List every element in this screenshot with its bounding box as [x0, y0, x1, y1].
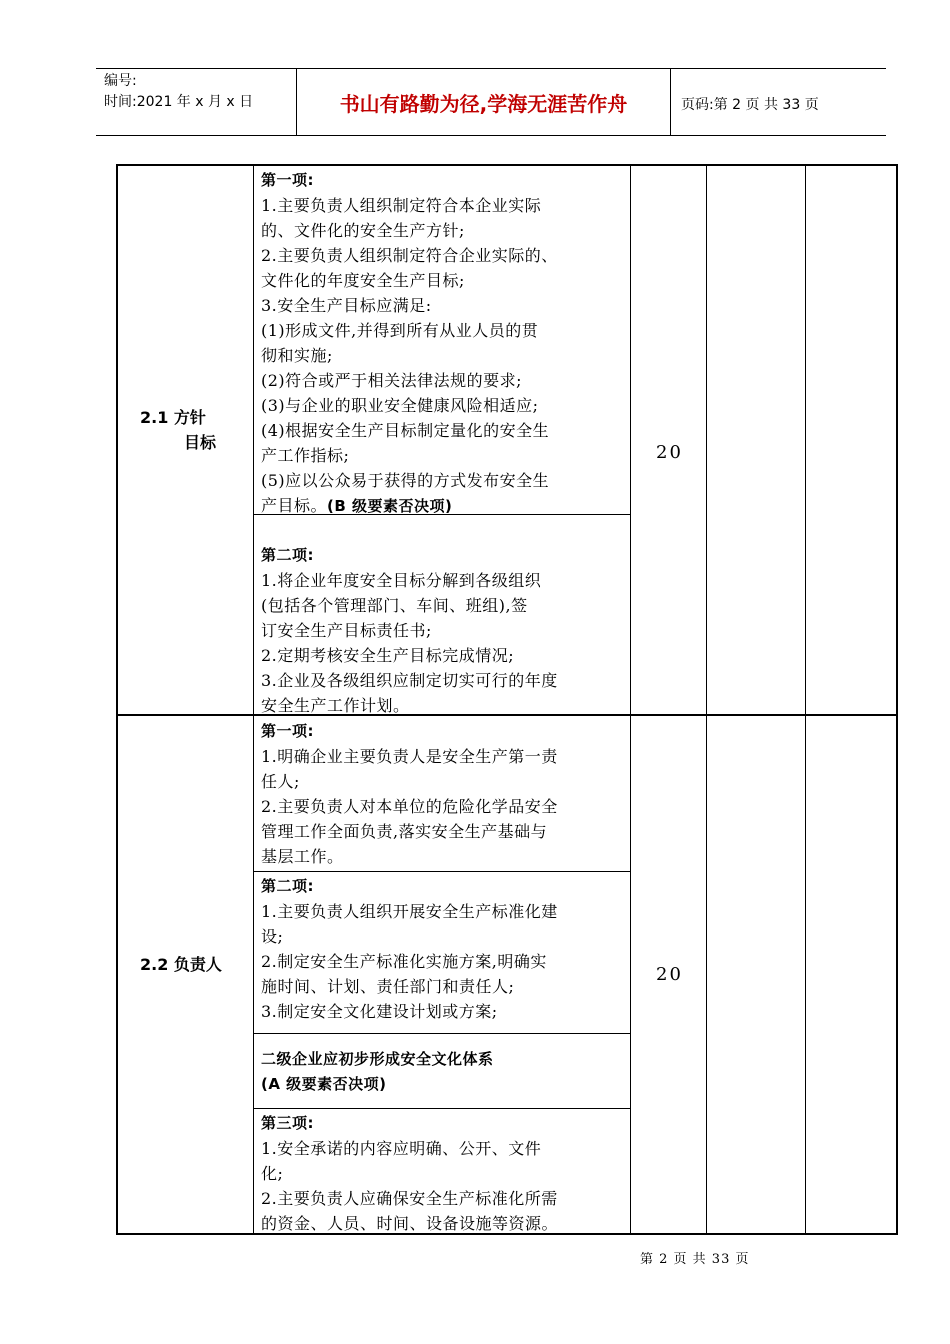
requirement-line: (2)符合或严于相关法律法规的要求;: [261, 371, 523, 390]
requirement-line: 3.安全生产目标应满足:: [261, 296, 432, 315]
requirement-block: [261, 543, 627, 718]
requirement-line: 文件化的年度安全生产目标;: [261, 271, 465, 290]
requirement-line: 1.明确企业主要负责人是安全生产第一责: [261, 747, 558, 766]
requirement-line: 1.安全承诺的内容应明确、公开、文件: [261, 1139, 542, 1158]
requirement-block: [261, 874, 627, 1024]
column-divider: [630, 164, 631, 1235]
header-page-number: 页码:第 2 页 共 33 页: [681, 97, 819, 113]
requirement-block: [261, 719, 627, 869]
requirement-line: 1.主要负责人组织开展安全生产标准化建: [261, 902, 558, 921]
section-title-line: 目标: [184, 433, 217, 452]
culture-requirement: 二级企业应初步形成安全文化体系: [261, 1050, 494, 1068]
veto-note: (B 级要素否决项): [327, 497, 453, 515]
header-meta: [104, 71, 253, 113]
requirement-line: 彻和实施;: [261, 346, 333, 365]
requirement-line: 1.主要负责人组织制定符合本企业实际: [261, 196, 542, 215]
requirement-line: 1.将企业年度安全目标分解到各级组织: [261, 571, 542, 590]
section-title: 2.2 负责人: [140, 955, 222, 974]
score-value: 20: [656, 964, 683, 985]
header-bottom-rule: [96, 135, 886, 136]
document-number-label: 编号:: [104, 73, 137, 89]
requirement-line: 任人;: [261, 772, 300, 791]
requirement-block: [261, 1111, 627, 1236]
requirement-line: 管理工作全面负责,落实安全生产基础与: [261, 822, 548, 841]
requirement-line: 3.企业及各级组织应制定切实可行的年度: [261, 671, 558, 690]
cell-divider: [253, 1108, 630, 1109]
header-top-rule: [96, 68, 886, 69]
page-footer: 第 2 页 共 33 页: [640, 1252, 750, 1267]
item-title: 第一项:: [261, 722, 314, 740]
header-motto: 书山有路勤为径,学海无涯苦作舟: [339, 92, 628, 116]
requirement-line: 基层工作。: [261, 847, 344, 866]
table-border: [116, 164, 118, 1235]
requirement-line: 设;: [261, 927, 284, 946]
column-divider: [253, 164, 254, 1235]
table-border: [896, 164, 898, 1235]
requirement-block: [261, 168, 627, 519]
requirement-line: 2.定期考核安全生产目标完成情况;: [261, 646, 515, 665]
header-divider: [670, 68, 671, 135]
requirement-line: [261, 493, 627, 519]
requirement-line: 施时间、计划、责任部门和责任人;: [261, 977, 515, 996]
requirement-line: 3.制定安全文化建设计划或方案;: [261, 1002, 498, 1021]
item-title: 第三项:: [261, 1114, 314, 1132]
requirement-block: [261, 1047, 627, 1097]
column-divider: [706, 164, 707, 1235]
requirement-line: (3)与企业的职业安全健康风险相适应;: [261, 396, 539, 415]
section-title-line: 2.1 方针: [140, 408, 206, 427]
requirement-text: 产目标。: [261, 496, 328, 515]
item-title: 第二项:: [261, 877, 314, 895]
requirement-line: (包括各个管理部门、车间、班组),签: [261, 596, 528, 615]
requirement-line: (1)形成文件,并得到所有从业人员的贯: [261, 321, 539, 340]
section-title: [140, 405, 216, 455]
document-time-label: 时间:2021 年 x 月 x 日: [104, 94, 254, 110]
requirement-line: 的资金、人员、时间、设备设施等资源。: [261, 1214, 559, 1233]
veto-note: (A 级要素否决项): [261, 1075, 387, 1093]
requirement-line: 2.制定安全生产标准化实施方案,明确实: [261, 952, 547, 971]
item-title: 第一项:: [261, 171, 314, 189]
requirement-line: (4)根据安全生产目标制定量化的安全生: [261, 421, 550, 440]
requirement-line: (5)应以公众易于获得的方式发布安全生: [261, 471, 550, 490]
requirement-line: 2.主要负责人应确保安全生产标准化所需: [261, 1189, 558, 1208]
score-value: 20: [656, 442, 683, 463]
requirement-line: 化;: [261, 1164, 284, 1183]
requirement-line: 2.主要负责人组织制定符合企业实际的、: [261, 246, 558, 265]
table-border: [116, 164, 898, 166]
requirement-line: 产工作指标;: [261, 446, 350, 465]
requirement-line: 订安全生产目标责任书;: [261, 621, 432, 640]
requirement-line: 的、文件化的安全生产方针;: [261, 221, 465, 240]
cell-divider: [253, 1033, 630, 1034]
column-divider: [805, 164, 806, 1235]
item-title: 第二项:: [261, 546, 314, 564]
requirement-line: 2.主要负责人对本单位的危险化学品安全: [261, 797, 558, 816]
requirement-line: 安全生产工作计划。: [261, 696, 410, 715]
cell-divider: [253, 871, 630, 872]
